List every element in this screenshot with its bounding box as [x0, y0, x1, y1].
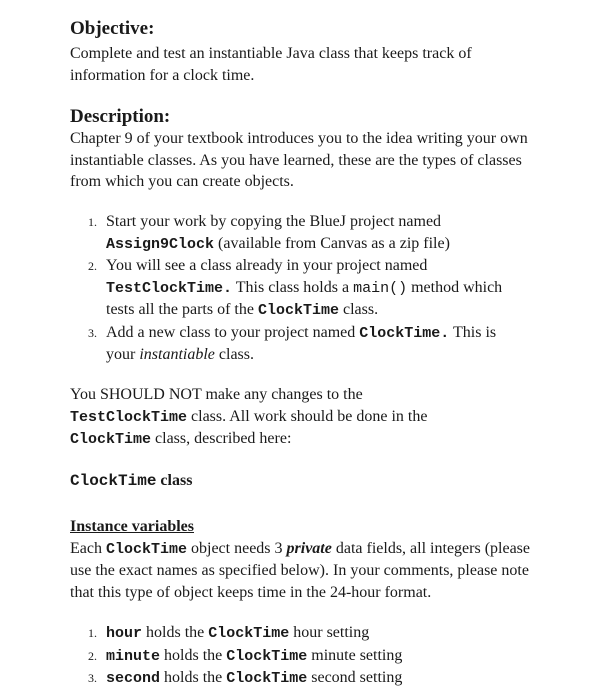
- description-text: Chapter 9 of your textbook introduces you to the idea writing your own instantiable classes. As you have learned, these are the types of classes from which you can create objects.: [70, 130, 528, 190]
- list-number: 1.: [88, 626, 97, 640]
- instance-variables-heading: Instance variables: [70, 518, 194, 535]
- steps-list: [88, 211, 528, 366]
- code-text: ClockTime: [226, 647, 308, 665]
- list-number: 2.: [88, 648, 97, 663]
- code-text: TestClockTime.: [106, 279, 233, 297]
- field-name: hour: [106, 625, 143, 642]
- emphasis-text: private: [286, 539, 332, 557]
- emphasis-text: instantiable: [139, 346, 215, 363]
- list-item: 1. hour holds the ClockTime hour setting: [88, 622, 528, 645]
- list-item: 1. Start your work by copying the BlueJ project named Assign9Clock (available from Canvas as a zip file): [88, 213, 450, 253]
- instance-variables-section: Instance variables Each ClockTime object needs 3 private data fields, all integers (please use the exact names as specified below). In your comments, please note that this type of object keeps time in the 24-hour format.: [70, 518, 530, 601]
- field-name: second: [106, 670, 161, 687]
- code-text: Assign9Clock: [106, 235, 215, 253]
- code-text: ClockTime: [70, 431, 152, 448]
- code-text: main(): [353, 279, 408, 297]
- list-item: 3. second holds the ClockTime second setting: [88, 667, 528, 690]
- code-text: ClockTime: [105, 540, 187, 558]
- objective-heading: Objective:: [70, 18, 155, 39]
- list-number: 2.: [88, 259, 97, 273]
- list-item: 2. minute holds the ClockTime minute setting: [88, 645, 528, 668]
- note-paragraph: You SHOULD NOT make any changes to the TestClockTime class. All work should be done in the ClockTime class, described here:: [70, 386, 428, 448]
- code-text: TestClockTime: [70, 408, 188, 426]
- list-number: 3.: [88, 325, 97, 340]
- field-name: minute: [106, 647, 161, 665]
- description-heading: Description:: [70, 106, 171, 127]
- code-text: ClockTime.: [359, 324, 450, 342]
- list-number: 1.: [88, 215, 97, 229]
- code-text: ClockTime: [257, 302, 339, 319]
- class-heading: ClockTime class: [70, 472, 193, 490]
- code-text: ClockTime: [70, 472, 157, 490]
- list-item: 2. You will see a class already in your project named TestClockTime. This class holds a main() method which tests all the parts of the ClockTime class.: [88, 257, 503, 319]
- list-item: 3. Add a new class to your project named ClockTime. This is your instantiable class.: [88, 323, 497, 363]
- code-text: ClockTime: [208, 625, 290, 642]
- code-text: ClockTime: [226, 670, 308, 687]
- objective-text: Complete and test an instantiable Java class that keeps track of information for a clock time.: [70, 45, 472, 84]
- instance-variables-list: [88, 622, 528, 690]
- list-number: 3.: [88, 671, 97, 685]
